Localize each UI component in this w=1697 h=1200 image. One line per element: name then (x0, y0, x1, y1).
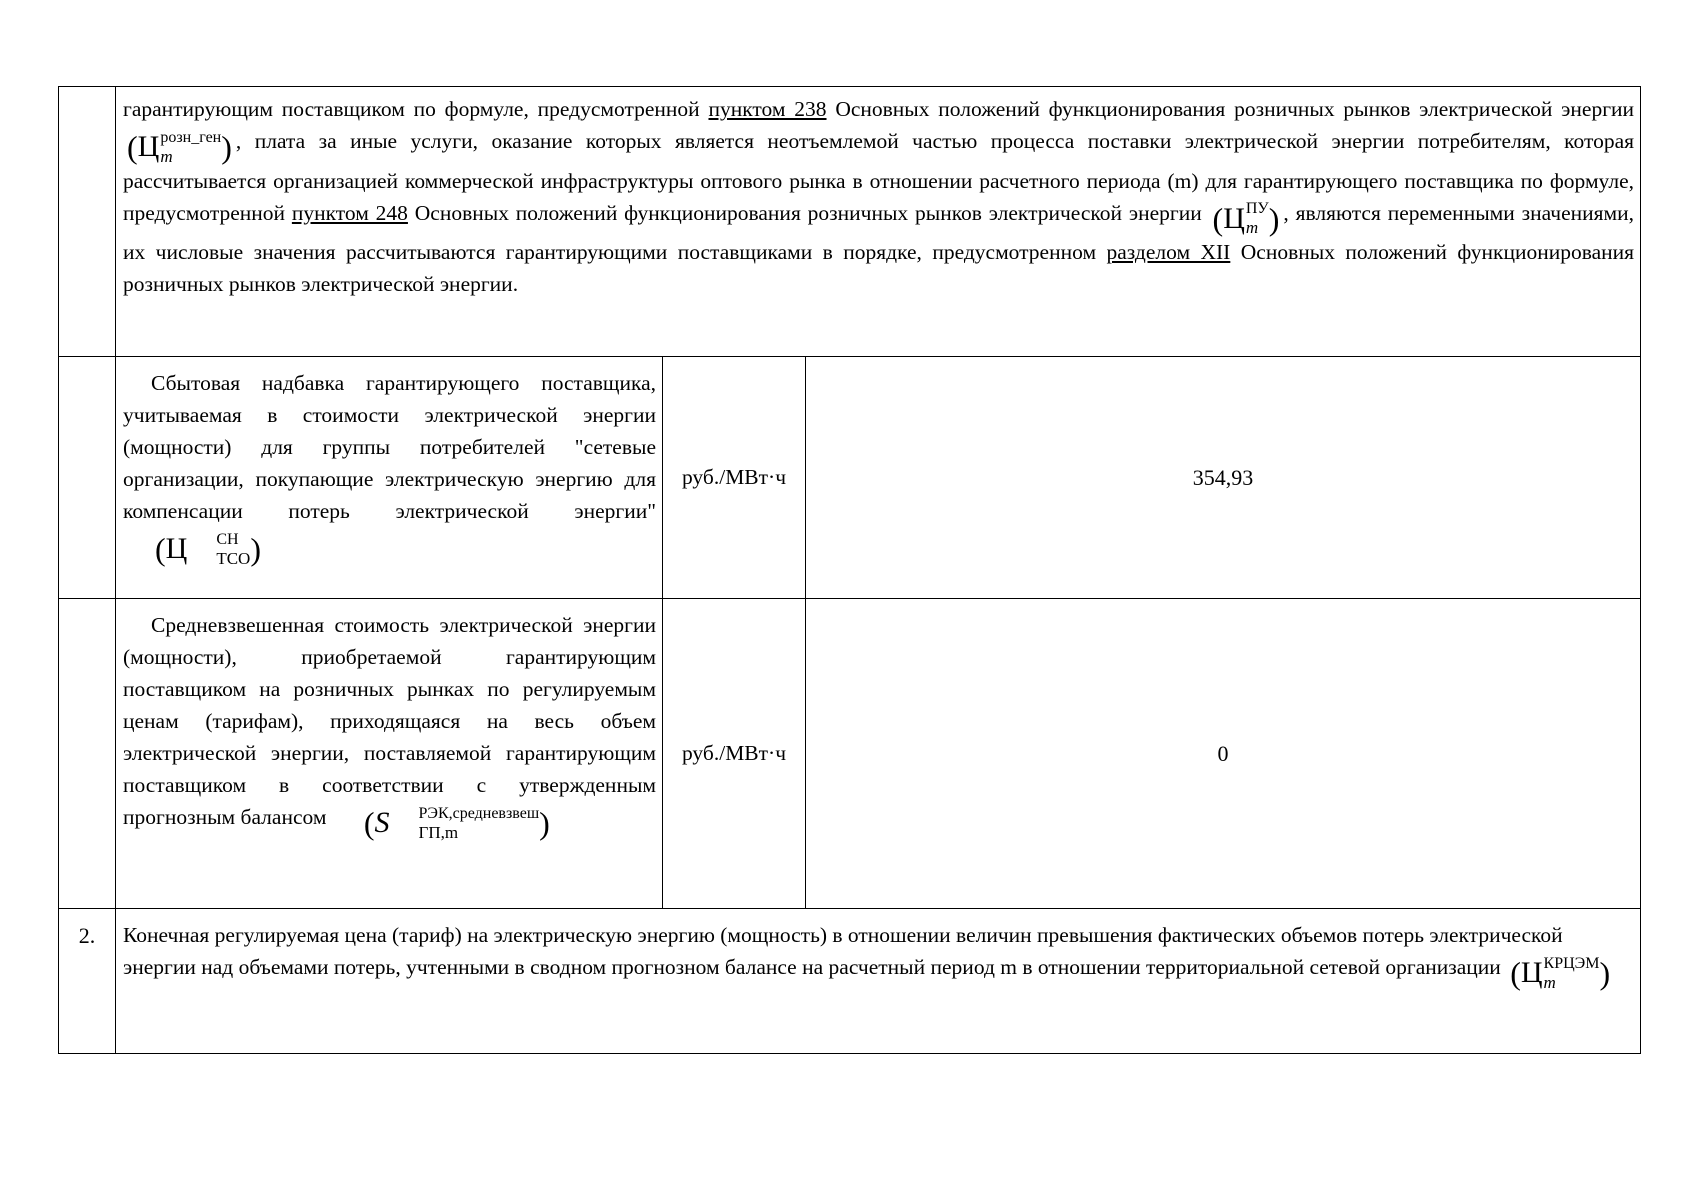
unit-cell: руб./МВт·ч (663, 599, 806, 909)
link-punkt-248[interactable]: пунктом 248 (291, 200, 408, 225)
description-cell (116, 357, 663, 599)
text-part-1: гарантирующим поставщиком по формуле, предусмотренной (123, 97, 700, 121)
table-row-sales-markup (59, 357, 1641, 599)
text-part-2: Основных положений функционирования розничных рынков электрической энергии (835, 97, 1635, 121)
table-row-weighted-average (59, 599, 1641, 909)
sales-markup-description: Сбытовая надбавка гарантирующего поставщика, учитываемая в стоимости электрической энергии (мощности) для группы потребителей "сетевые организации, покупающие электрическую энергию для компенсации потерь электрической энергии" (123, 371, 656, 523)
table-row-2 (59, 909, 1641, 1054)
description-cell (116, 599, 663, 909)
text-part-3: , плата за иные услуги, оказание которых является неотъемлемой частью процесса поставки электрической энергии потребителям, которая рассчитывается организацией коммерческой инфраструктуры оптового рынка в отношении расчетного периода (m) для гарантирующего поставщика по формуле, предусмотренной (123, 129, 1635, 225)
row-2-description: Конечная регулируемая цена (тариф) на электрическую энергию (мощность) в отношении величин превышения фактических объемов потерь электрической энергии над объемами потерь, учтенными в сводном прогнозном балансе на расчетный период m в отношении территориальной сетевой организации (123, 923, 1563, 979)
text-part-6: Основных положений функционирования розничных рынков электрической энергии. (123, 240, 1635, 297)
formula-price-krcem: (Ц КРЦЭМ m ) (1510, 954, 1611, 992)
formula-price-retail-gen: (Ц розн_ген m ) (127, 128, 232, 166)
tariff-table (58, 86, 1641, 1054)
row-number-cell (59, 599, 116, 909)
value-cell: 0 (806, 599, 1641, 909)
text-part-4: Основных положений функционирования розничных рынков электрической энергии (414, 200, 1202, 225)
row-number-cell (59, 87, 116, 357)
table-row-continuation (59, 87, 1641, 357)
value-cell: 354,93 (806, 357, 1641, 599)
formula-s-rek: (S РЭК,средневзвеш ГП,m ) (363, 804, 550, 842)
formula-price-sn-tso: (Ц СН ТСО ) (155, 530, 261, 568)
row-number-cell (59, 357, 116, 599)
link-punkt-238[interactable]: пунктом 238 (708, 97, 827, 121)
text-part-5: , являются переменными значениями, их числовые значения рассчитываются гарантирующими поставщиками в порядке, предусмотренном (123, 200, 1635, 265)
continuation-text-cell (116, 87, 1641, 357)
row-2-text-cell (116, 909, 1641, 1054)
weighted-average-description: Средневзвешенная стоимость электрической энергии (мощности), приобретаемой гарантирующим поставщиком на розничных рынках по регулируемым ценам (тарифам), приходящаяся на весь объем электрической энергии, поставляемой гарантирующим поставщиком в соответствии с утвержденным прогнозным балансом (123, 613, 656, 829)
row-number-cell: 2. (59, 909, 116, 1054)
formula-price-pu: (Ц ПУ m ) (1212, 200, 1280, 238)
unit-cell: руб./МВт·ч (663, 357, 806, 599)
link-razdel-xii[interactable]: разделом XII (1106, 240, 1231, 265)
